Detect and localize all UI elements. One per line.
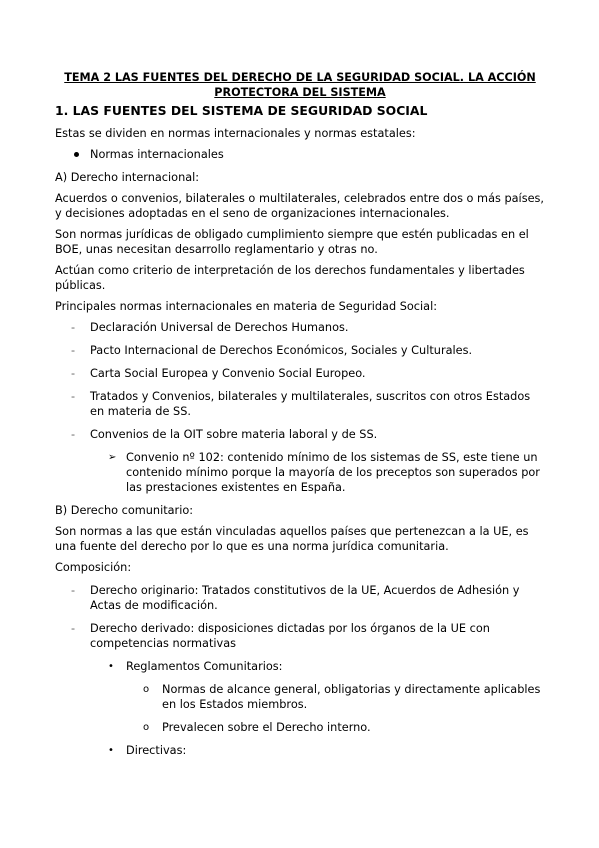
sub-list-item xyxy=(55,659,545,674)
list-item xyxy=(55,621,545,651)
bullet-text: Normas internacionales xyxy=(90,148,224,161)
list-item xyxy=(55,583,545,613)
list-item xyxy=(55,343,545,358)
paragraph: Principales normas internacionales en materia de Seguridad Social: xyxy=(55,300,438,313)
paragraph: Son normas jurídicas de obligado cumplimiento siempre que estén publicadas en el BOE, unas necesitan desarrollo reglamentario y otras no. xyxy=(55,228,529,256)
sub-sub-list-item xyxy=(55,682,545,712)
dash-icon: - xyxy=(71,367,76,380)
bullet-item xyxy=(55,147,545,162)
sub-list-item-text: Reglamentos Comunitarios: xyxy=(126,660,283,673)
section-heading: 1. LAS FUENTES DEL SISTEMA DE SEGURIDAD SOCIAL xyxy=(55,103,428,118)
dash-icon: - xyxy=(71,622,76,635)
sub-sub-list-item-text: Prevalecen sobre el Derecho interno. xyxy=(162,721,371,734)
list-item-text: Declaración Universal de Derechos Humanos. xyxy=(90,321,349,334)
list-item-text: Tratados y Convenios, bilaterales y multilaterales, suscritos con otros Estados en materia de SS. xyxy=(90,390,531,418)
list-item-text: Pacto Internacional de Derechos Económicos, Sociales y Culturales. xyxy=(90,344,473,357)
dash-icon: - xyxy=(71,344,76,357)
paragraph: Composición: xyxy=(55,561,132,574)
sub-list-item-text: Directivas: xyxy=(126,744,187,757)
list-item-text: Derecho originario: Tratados constitutivos de la UE, Acuerdos de Adhesión y Actas de modificación. xyxy=(90,584,520,612)
paragraph: Estas se dividen en normas internacionales y normas estatales: xyxy=(55,127,416,140)
list-item-text: Carta Social Europea y Convenio Social Europeo. xyxy=(90,367,366,380)
sub-sub-list-item xyxy=(55,720,545,735)
document-page xyxy=(55,70,545,766)
sub-list-item-text: Convenio nº 102: contenido mínimo de los sistemas de SS, este tiene un contenido mínimo porque la mayoría de los preceptos son superados por las prestaciones existentes en España. xyxy=(126,451,540,494)
bullet-icon: • xyxy=(108,661,114,672)
paragraph: Acuerdos o convenios, bilaterales o multilaterales, celebrados entre dos o más países, y decisiones adoptadas en el seno de organizaciones internacionales. xyxy=(55,192,545,220)
list-item xyxy=(55,427,545,442)
bullet-icon xyxy=(74,152,79,157)
list-item-text: Convenios de la OIT sobre materia laboral y de SS. xyxy=(90,428,378,441)
dash-icon: - xyxy=(71,584,76,597)
dash-icon: - xyxy=(71,428,76,441)
paragraph: Actúan como criterio de interpretación de los derechos fundamentales y libertades públicas. xyxy=(55,264,525,292)
dash-icon: - xyxy=(71,390,76,403)
arrow-icon: ➢ xyxy=(108,452,117,463)
list-item xyxy=(55,389,545,419)
list-item xyxy=(55,320,545,335)
list-item xyxy=(55,366,545,381)
paragraph: Son normas a las que están vinculadas aquellos países que pertenezcan a la UE, es una fuente del derecho por lo que es una norma jurídica comunitaria. xyxy=(55,525,529,553)
circle-icon: o xyxy=(143,722,150,733)
subheading: A) Derecho internacional: xyxy=(55,171,200,184)
sub-sub-list-item-text: Normas de alcance general, obligatorias y directamente aplicables en los Estados miembros. xyxy=(162,683,541,711)
document-title: TEMA 2 LAS FUENTES DEL DERECHO DE LA SEGURIDAD SOCIAL. LA ACCIÓN PROTECTORA DEL SISTEMA xyxy=(64,71,536,99)
sub-list-item xyxy=(55,743,545,758)
dash-icon: - xyxy=(71,321,76,334)
subheading: B) Derecho comunitario: xyxy=(55,504,194,517)
bullet-icon: • xyxy=(108,745,114,756)
list-item-text: Derecho derivado: disposiciones dictadas por los órganos de la UE con competencias normativas xyxy=(90,622,490,650)
circle-icon: o xyxy=(143,684,150,695)
sub-list-item xyxy=(55,450,545,495)
